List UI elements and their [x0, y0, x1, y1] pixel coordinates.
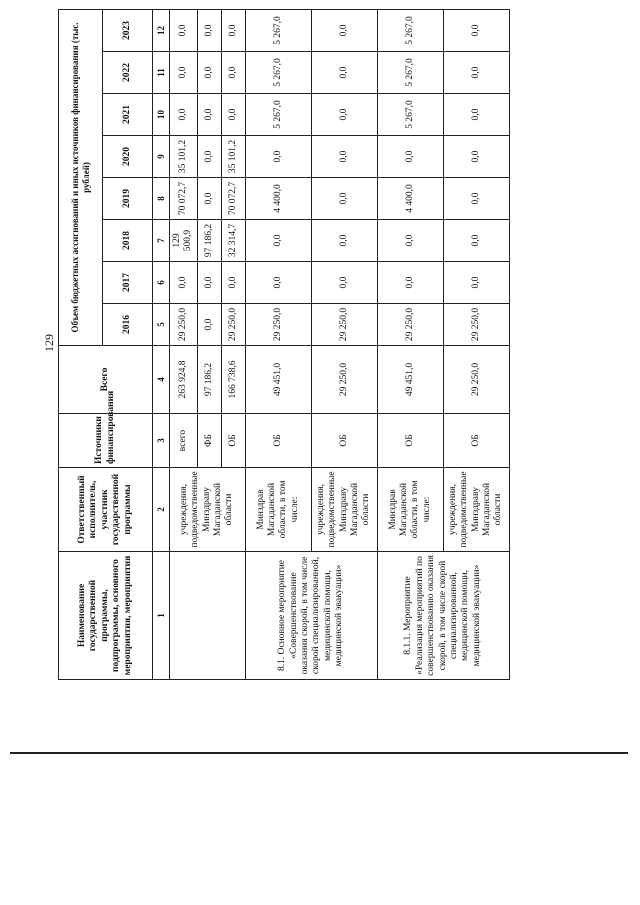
- row-value: 70 072,7: [221, 178, 245, 220]
- row-source: ОБ: [377, 414, 443, 468]
- column-number: 4: [153, 346, 170, 414]
- row-value: 0,0: [377, 136, 443, 178]
- row-value: 0,0: [443, 136, 509, 178]
- table-row: [170, 9, 198, 679]
- row-executor: Минздрав Магаданской области, в том числе:: [245, 468, 311, 552]
- rotated-table-container: [58, 10, 598, 680]
- row-total: 166 738,6: [221, 346, 245, 414]
- row-value: 5 267,0: [245, 9, 311, 51]
- row-total: 29 250,0: [311, 346, 377, 414]
- row-value: 0,0: [170, 262, 198, 304]
- column-number: 3: [153, 414, 170, 468]
- row-value: 29 250,0: [245, 304, 311, 346]
- row-value: 0,0: [245, 136, 311, 178]
- row-source: ОБ: [311, 414, 377, 468]
- row-value: 5 267,0: [377, 52, 443, 94]
- row-value: 5 267,0: [377, 9, 443, 51]
- row-total: 97 186,2: [197, 346, 221, 414]
- row-value: 97 186,2: [197, 220, 221, 262]
- row-total: 49 451,0: [245, 346, 311, 414]
- table-row: [377, 9, 443, 679]
- row-value: 35 101,2: [221, 136, 245, 178]
- row-value: 0,0: [443, 262, 509, 304]
- row-value: 0,0: [311, 178, 377, 220]
- row-value: 0,0: [443, 220, 509, 262]
- row-source: всего: [170, 414, 198, 468]
- financing-table: [58, 9, 510, 680]
- row-value: 0,0: [245, 220, 311, 262]
- header-year: 2019: [103, 178, 153, 220]
- row-executor: учреждения, подведомственные Минздраву Магаданской области: [170, 468, 246, 552]
- row-value: 0,0: [221, 262, 245, 304]
- row-value: 0,0: [443, 52, 509, 94]
- row-source: ОБ: [221, 414, 245, 468]
- row-executor: Минздрав Магаданской области, в том числе:: [377, 468, 443, 552]
- row-value: 0,0: [443, 9, 509, 51]
- row-value: 0,0: [197, 94, 221, 136]
- row-value: 5 267,0: [245, 94, 311, 136]
- row-source: ОБ: [245, 414, 311, 468]
- row-value: 0,0: [221, 94, 245, 136]
- row-value: 4 400,0: [377, 178, 443, 220]
- row-value: 0,0: [197, 9, 221, 51]
- row-value: 0,0: [197, 262, 221, 304]
- row-executor: учреждения, подведомственные Минздраву Магаданской области: [311, 468, 377, 552]
- row-name: [170, 552, 246, 680]
- column-number: 5: [153, 304, 170, 346]
- row-value: 5 267,0: [245, 52, 311, 94]
- row-value: 29 250,0: [377, 304, 443, 346]
- row-source: ОБ: [443, 414, 509, 468]
- row-value: 35 101,2: [170, 136, 198, 178]
- page-number: 129: [42, 334, 56, 352]
- row-value: 0,0: [377, 220, 443, 262]
- row-value: 70 072,7: [170, 178, 198, 220]
- row-value: 32 314,7: [221, 220, 245, 262]
- table-row: [245, 9, 311, 679]
- header-funding-group: Объем бюджетных ассигнований и иных источников финансирования (тыс. рублей): [59, 9, 103, 345]
- row-value: 0,0: [311, 262, 377, 304]
- row-value: 0,0: [311, 136, 377, 178]
- header-name: Наименование государственной программы, подпрограммы, основного мероприятия, мероприятия: [59, 552, 153, 680]
- header-row-1: [59, 9, 103, 679]
- row-value: 0,0: [443, 94, 509, 136]
- column-number: 2: [153, 468, 170, 552]
- header-year: 2023: [103, 9, 153, 51]
- row-name: 8.1.1. Мероприятие «Реализация мероприятий по совершенствованию оказания скорой, в том числе скорой специализированной, медицинской помощи, медицинской эвакуации»: [377, 552, 509, 680]
- row-value: 0,0: [443, 178, 509, 220]
- column-number: 10: [153, 94, 170, 136]
- row-value: 29 250,0: [311, 304, 377, 346]
- row-value: 0,0: [311, 52, 377, 94]
- row-total: 263 924,8: [170, 346, 198, 414]
- row-value: 0,0: [197, 178, 221, 220]
- row-value: 129 500,9: [170, 220, 198, 262]
- row-executor: учреждения, подведомственные Минздраву Магаданской области: [443, 468, 509, 552]
- row-value: 0,0: [311, 94, 377, 136]
- column-number: 6: [153, 262, 170, 304]
- row-value: 0,0: [197, 304, 221, 346]
- header-year: 2017: [103, 262, 153, 304]
- row-value: 29 250,0: [221, 304, 245, 346]
- row-value: 29 250,0: [170, 304, 198, 346]
- row-total: 29 250,0: [443, 346, 509, 414]
- row-value: 0,0: [221, 9, 245, 51]
- row-value: 0,0: [221, 52, 245, 94]
- header-year: 2022: [103, 52, 153, 94]
- row-total: 49 451,0: [377, 346, 443, 414]
- row-name: 8.1. Основное мероприятие «Совершенствование оказания скорой, в том числе скорой специализированной, медицинской помощи, медицинской эвакуации»: [245, 552, 377, 680]
- header-year: 2020: [103, 136, 153, 178]
- column-number: 8: [153, 178, 170, 220]
- header-executor: Ответственный исполнитель, участник государственной программы: [59, 468, 153, 552]
- row-value: 0,0: [170, 52, 198, 94]
- column-number: 9: [153, 136, 170, 178]
- column-number-row: [153, 9, 170, 679]
- column-number: 1: [153, 552, 170, 680]
- row-value: 0,0: [311, 9, 377, 51]
- row-value: 4 400,0: [245, 178, 311, 220]
- row-value: 0,0: [245, 262, 311, 304]
- row-source: ФБ: [197, 414, 221, 468]
- row-value: 0,0: [170, 9, 198, 51]
- column-number: 7: [153, 220, 170, 262]
- header-year: 2021: [103, 94, 153, 136]
- header-total: Всего: [59, 346, 153, 414]
- row-value: 0,0: [170, 94, 198, 136]
- header-source: Источники финансирования: [59, 414, 153, 468]
- column-number: 12: [153, 9, 170, 51]
- header-year: 2018: [103, 220, 153, 262]
- row-value: 0,0: [311, 220, 377, 262]
- column-number: 11: [153, 52, 170, 94]
- row-value: 5 267,0: [377, 94, 443, 136]
- row-value: 29 250,0: [443, 304, 509, 346]
- row-value: 0,0: [197, 52, 221, 94]
- page-divider-line: [10, 752, 628, 754]
- row-value: 0,0: [197, 136, 221, 178]
- row-value: 0,0: [377, 262, 443, 304]
- header-year: 2016: [103, 304, 153, 346]
